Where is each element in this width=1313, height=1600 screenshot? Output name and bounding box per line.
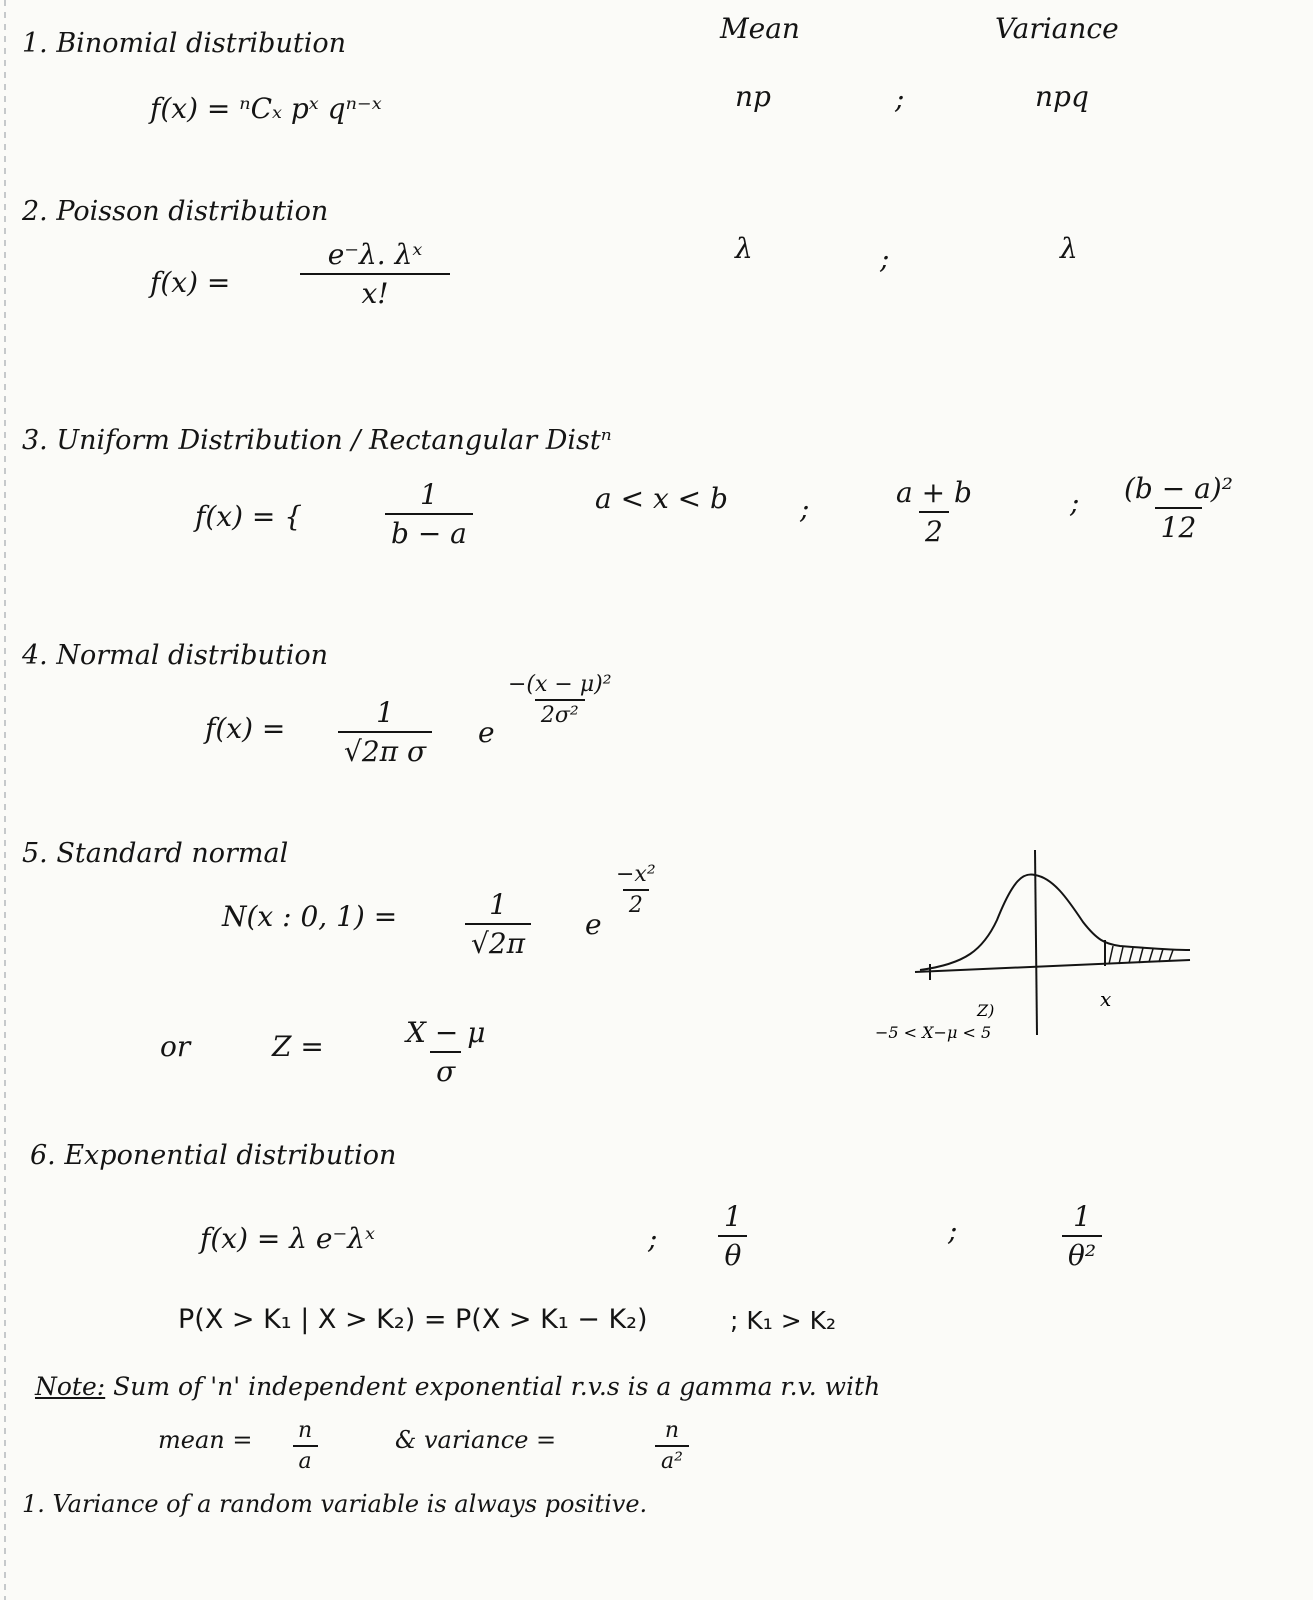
memoryless-property: P(X > K₁ | X > K₂) = P(X > K₁ − K₂): [178, 1304, 648, 1335]
binomial-formula: f(x) = ⁿCₓ pˣ qⁿ⁻ˣ: [150, 92, 382, 125]
note-variance-text: & variance =: [395, 1426, 557, 1454]
standard-normal-denominator: √2π: [465, 923, 531, 960]
normal-exponent: [502, 672, 618, 728]
standard-normal-exponent: [610, 862, 662, 918]
exponential-variance: [1062, 1200, 1102, 1272]
note-text: Sum of 'n' independent exponential r.v.s is a gamma r.v. with: [113, 1372, 881, 1401]
z-numerator: X − μ: [406, 1016, 486, 1049]
z-lhs: Z =: [272, 1030, 324, 1063]
note-mean-fraction: [292, 1418, 318, 1474]
normal-fraction: [338, 696, 432, 768]
z-denominator: σ: [430, 1051, 461, 1088]
poisson-title: 2. Poisson distribution: [22, 196, 329, 227]
poisson-variance: λ: [1060, 232, 1078, 265]
note-line: [35, 1372, 880, 1401]
exponential-separator-2: ;: [948, 1214, 958, 1247]
standard-normal-exp-denominator: 2: [623, 889, 649, 918]
sketch-x-label: x: [1100, 987, 1112, 1011]
standard-normal-fraction: [465, 888, 531, 960]
uniform-var-numerator: (b − a)²: [1124, 472, 1233, 505]
exponential-mean-numerator: 1: [724, 1200, 742, 1233]
binomial-mean: np: [735, 80, 771, 113]
exponential-separator-1: ;: [648, 1222, 658, 1255]
standard-normal-lhs: N(x : 0, 1) =: [222, 900, 398, 933]
memoryless-condition: ; K₁ > K₂: [730, 1306, 837, 1335]
note-var-denominator: a²: [655, 1445, 689, 1474]
uniform-lhs: f(x) = {: [195, 500, 303, 533]
uniform-separator-1: ;: [800, 492, 810, 525]
poisson-separator: ;: [880, 242, 890, 275]
standard-normal-numerator: 1: [489, 888, 507, 921]
exponential-var-numerator: 1: [1073, 1200, 1091, 1233]
uniform-condition: a < x < b: [595, 482, 728, 515]
or-text: or: [160, 1030, 191, 1063]
normal-exp-numerator: −(x − μ)²: [508, 672, 612, 697]
uniform-mean-numerator: a + b: [896, 476, 972, 509]
bell-curve-sketch: [875, 840, 1205, 1080]
uniform-title: 3. Uniform Distribution / Rectangular Distⁿ: [22, 425, 612, 456]
note-label: Note:: [35, 1372, 106, 1401]
normal-title: 4. Normal distribution: [22, 640, 329, 671]
binomial-title: 1. Binomial distribution: [22, 28, 346, 59]
exponential-var-denominator: θ²: [1062, 1235, 1102, 1272]
margin-line: [4, 0, 6, 1600]
sketch-y-axis: [1035, 850, 1037, 1035]
uniform-denominator: b − a: [385, 513, 473, 550]
poisson-fraction: [300, 238, 450, 310]
note-variance-fraction: [655, 1418, 689, 1474]
uniform-var-denominator: 12: [1155, 507, 1203, 544]
z-fraction: [400, 1016, 491, 1088]
exponential-mean-denominator: θ: [718, 1235, 747, 1272]
exponential-title: 6. Exponential distribution: [30, 1140, 397, 1171]
note-mean-numerator: n: [298, 1418, 313, 1443]
standard-normal-exp-numerator: −x²: [616, 862, 656, 887]
poisson-mean: λ: [735, 232, 753, 265]
normal-numerator: 1: [376, 696, 394, 729]
poisson-denominator: x!: [300, 273, 450, 310]
note-var-numerator: n: [664, 1418, 680, 1443]
uniform-mean: [890, 476, 978, 548]
binomial-separator: ;: [895, 82, 905, 115]
uniform-fraction: [385, 478, 473, 550]
normal-exp-base: e: [478, 716, 495, 749]
poisson-numerator: e⁻λ. λˣ: [327, 238, 423, 271]
sketch-note-2: −5 < X−μ < 5: [875, 1023, 992, 1042]
standard-normal-exp-base: e: [585, 908, 602, 941]
standard-normal-title: 5. Standard normal: [22, 838, 289, 869]
uniform-variance: [1118, 472, 1239, 544]
note-mean-denominator: a: [293, 1445, 318, 1474]
sketch-note-1: Z): [977, 1001, 995, 1020]
normal-exp-denominator: 2σ²: [535, 699, 585, 728]
poisson-lhs: f(x) =: [150, 266, 231, 299]
sketch-bell-curve: [920, 874, 1190, 970]
normal-denominator: √2π σ: [338, 731, 432, 768]
mean-header: Mean: [720, 12, 800, 45]
uniform-mean-denominator: 2: [919, 511, 949, 548]
exponential-formula: f(x) = λ e⁻λˣ: [200, 1222, 375, 1255]
normal-lhs: f(x) =: [205, 712, 286, 745]
note-mean-text: mean =: [158, 1426, 253, 1454]
footer-note: 1. Variance of a random variable is always positive.: [22, 1490, 648, 1518]
binomial-variance: npq: [1035, 80, 1089, 113]
variance-header: Variance: [995, 12, 1119, 45]
exponential-mean: [718, 1200, 748, 1272]
uniform-separator-2: ;: [1070, 486, 1080, 519]
uniform-numerator: 1: [420, 478, 438, 511]
